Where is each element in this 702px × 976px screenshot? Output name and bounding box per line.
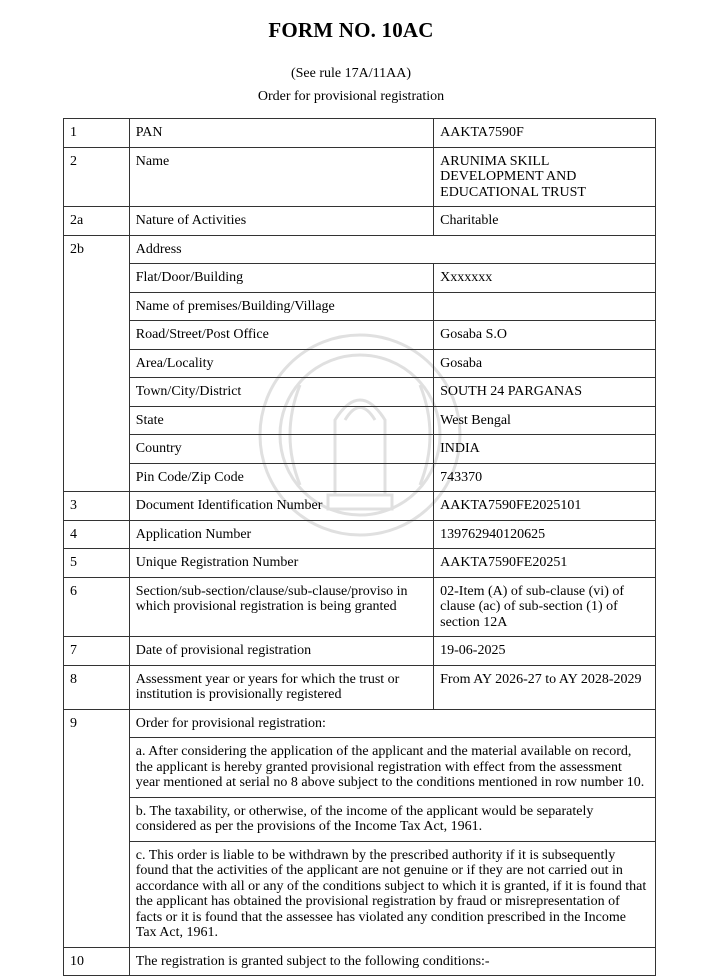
row-number: 6	[64, 577, 130, 637]
row-number: 4	[64, 520, 130, 549]
address-value: INDIA	[434, 435, 656, 464]
address-value: Xxxxxxx	[434, 264, 656, 293]
row-label: Name	[129, 147, 433, 207]
row-label: Unique Registration Number	[129, 549, 433, 578]
activities-value: Charitable	[434, 207, 656, 236]
din-value: AAKTA7590FE2025101	[434, 492, 656, 521]
address-label: Area/Locality	[129, 349, 433, 378]
row-number: 8	[64, 665, 130, 709]
pan-value: AAKTA7590F	[434, 119, 656, 148]
row-number: 10	[64, 947, 130, 976]
row-label: Application Number	[129, 520, 433, 549]
address-row	[64, 349, 656, 378]
row-number: 2b	[64, 235, 130, 492]
row-label: Section/sub-section/clause/sub-clause/proviso in which provisional registration is being granted	[129, 577, 433, 637]
table-row	[64, 549, 656, 578]
address-value	[434, 292, 656, 321]
row-label: The registration is granted subject to the following conditions:-	[129, 947, 655, 976]
row-number: 9	[64, 709, 130, 947]
address-row	[64, 406, 656, 435]
address-label: Country	[129, 435, 433, 464]
address-label: Town/City/District	[129, 378, 433, 407]
address-value: Gosaba	[434, 349, 656, 378]
form-subtitle: Order for provisional registration	[257, 89, 445, 104]
table-row	[64, 665, 656, 709]
urn-value: AAKTA7590FE20251	[434, 549, 656, 578]
table-row	[64, 207, 656, 236]
date-value: 19-06-2025	[434, 637, 656, 666]
order-clause-a: a. After considering the application of the applicant and the material available on record, the applicant is hereby granted provisional registration with effect from the assessment year mentioned at serial no 8 above subject to the conditions mentioned in row number 10.	[129, 738, 655, 798]
row-number: 2a	[64, 207, 130, 236]
table-row	[64, 709, 656, 738]
row-label: Assessment year or years for which the trust or institution is provisionally registered	[129, 665, 433, 709]
row-number: 3	[64, 492, 130, 521]
address-value: West Bengal	[434, 406, 656, 435]
table-row	[64, 235, 656, 264]
table-row	[64, 637, 656, 666]
order-clause	[64, 841, 656, 947]
table-row	[64, 492, 656, 521]
table-row	[64, 147, 656, 207]
row-number: 2	[64, 147, 130, 207]
section-value: 02-Item (A) of sub-clause (vi) of clause (ac) of sub-section (1) of section 12A	[434, 577, 656, 637]
assessment-year-value: From AY 2026-27 to AY 2028-2029	[434, 665, 656, 709]
name-value: ARUNIMA SKILL DEVELOPMENT AND EDUCATIONAL TRUST	[434, 147, 656, 207]
table-row	[64, 577, 656, 637]
order-clause-b: b. The taxability, or otherwise, of the income of the applicant would be separately considered as per the provisions of the Income Tax Act, 1961.	[129, 797, 655, 841]
address-row	[64, 463, 656, 492]
address-row	[64, 321, 656, 350]
order-clause	[64, 738, 656, 798]
row-number: 5	[64, 549, 130, 578]
row-label: Date of provisional registration	[129, 637, 433, 666]
address-value: 743370	[434, 463, 656, 492]
address-label: Pin Code/Zip Code	[129, 463, 433, 492]
application-number-value: 139762940120625	[434, 520, 656, 549]
registration-table	[63, 118, 656, 976]
row-number: 1	[64, 119, 130, 148]
row-label: PAN	[129, 119, 433, 148]
order-clause-c: c. This order is liable to be withdrawn by the prescribed authority if it is subsequently found that the activities of the applicant are not genuine or if they are not carried out in accordance with all or any of the conditions subject to which it is granted, if it is found that the applicant has obtained the provisional registration by fraud or misrepresentation of facts or it is found that the assessee has violated any condition prescribed in the Income Tax Act, 1961.	[129, 841, 655, 947]
address-value: Gosaba S.O	[434, 321, 656, 350]
address-row	[64, 292, 656, 321]
address-label: Name of premises/Building/Village	[129, 292, 433, 321]
address-row	[64, 378, 656, 407]
address-label: State	[129, 406, 433, 435]
row-label: Nature of Activities	[129, 207, 433, 236]
address-label: Road/Street/Post Office	[129, 321, 433, 350]
address-row	[64, 264, 656, 293]
row-number: 7	[64, 637, 130, 666]
row-label: Address	[129, 235, 655, 264]
form-title: FORM NO. 10AC	[268, 18, 434, 42]
table-row	[64, 520, 656, 549]
address-row	[64, 435, 656, 464]
order-clause	[64, 797, 656, 841]
row-label: Document Identification Number	[129, 492, 433, 521]
table-row	[64, 119, 656, 148]
address-label: Flat/Door/Building	[129, 264, 433, 293]
address-value: SOUTH 24 PARGANAS	[434, 378, 656, 407]
row-label: Order for provisional registration:	[129, 709, 655, 738]
table-row	[64, 947, 656, 976]
rule-reference: (See rule 17A/11AA)	[290, 66, 411, 81]
